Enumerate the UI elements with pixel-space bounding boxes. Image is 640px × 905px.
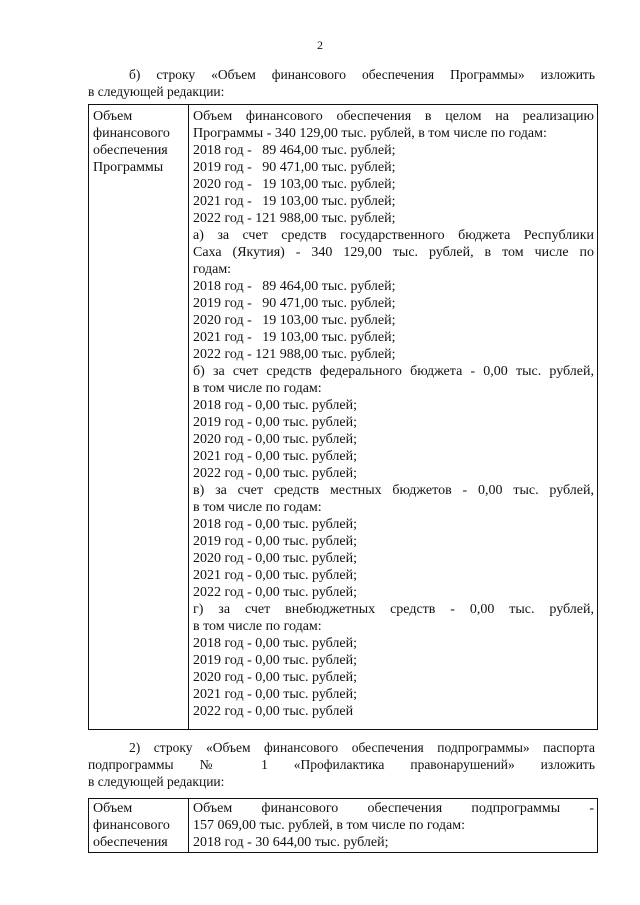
label-line: Объем xyxy=(93,801,133,816)
content-line: 2018 год - 89 464,00 тыс. рублей; xyxy=(193,279,396,294)
content-line: 2018 год - 0,00 тыс. рублей; xyxy=(193,398,358,413)
content-line: 2019 год - 90 471,00 тыс. рублей; xyxy=(193,160,396,175)
content-line: 2021 год - 0,00 тыс. рублей; xyxy=(193,687,358,702)
content-line: Объем финансового обеспечения подпрограммы - xyxy=(193,801,594,816)
content-line: в том числе по годам: xyxy=(193,619,322,634)
content-line: 2020 год - 19 103,00 тыс. рублей; xyxy=(193,313,396,328)
intro-2-line-2: подпрограммы № 1 «Профилактика правонарушений» изложить xyxy=(88,757,595,772)
content-line: 2022 год - 0,00 тыс. рублей xyxy=(193,704,354,719)
row-label-cell xyxy=(89,105,189,730)
label-line: Программы xyxy=(93,160,164,175)
content-line: 2021 год - 0,00 тыс. рублей; xyxy=(193,449,358,464)
content-line: в том числе по годам: xyxy=(193,381,322,396)
row-content-cell xyxy=(189,799,598,853)
content-line: годам: xyxy=(193,262,232,277)
content-line: 2020 год - 0,00 тыс. рублей; xyxy=(193,551,358,566)
label-line: обеспечения xyxy=(93,835,168,850)
content-line: г) за счет внебюджетных средств - 0,00 тыс. рублей, xyxy=(193,602,594,617)
content-line: 2021 год - 0,00 тыс. рублей; xyxy=(193,568,358,583)
label-line: финансового xyxy=(93,818,170,833)
content-line: Объем финансового обеспечения в целом на реализацию xyxy=(193,109,594,124)
intro-b-line-2: в следующей редакции: xyxy=(88,84,225,99)
label-line: обеспечения xyxy=(93,143,168,158)
content-line: 2018 год - 89 464,00 тыс. рублей; xyxy=(193,143,396,158)
subprogram-funding-table xyxy=(88,798,598,853)
content-line: Программы - 340 129,00 тыс. рублей, в том числе по годам: xyxy=(193,126,547,141)
content-line: 2018 год - 0,00 тыс. рублей; xyxy=(193,636,358,651)
program-funding-table xyxy=(88,104,598,730)
content-line: Саха (Якутия) - 340 129,00 тыс. рублей, в том числе по xyxy=(193,245,594,260)
content-line: 2019 год - 0,00 тыс. рублей; xyxy=(193,534,358,549)
content-line: 2022 год - 121 988,00 тыс. рублей; xyxy=(193,347,396,362)
label-line: Объем xyxy=(93,109,133,124)
table-row xyxy=(89,799,598,853)
content-line: 2022 год - 121 988,00 тыс. рублей; xyxy=(193,211,396,226)
content-line: а) за счет средств государственного бюджета Республики xyxy=(193,228,594,243)
intro-2-line-1: 2) строку «Объем финансового обеспечения подпрограммы» паспорта xyxy=(129,740,595,755)
content-line: 157 069,00 тыс. рублей, в том числе по годам: xyxy=(193,818,465,833)
page-number: 2 xyxy=(317,38,323,52)
content-line: в) за счет средств местных бюджетов - 0,00 тыс. рублей, xyxy=(193,483,594,498)
content-line: 2022 год - 0,00 тыс. рублей; xyxy=(193,466,358,481)
content-line: 2020 год - 19 103,00 тыс. рублей; xyxy=(193,177,396,192)
content-line: 2021 год - 19 103,00 тыс. рублей; xyxy=(193,330,396,345)
content-line: б) за счет средств федерального бюджета - 0,00 тыс. рублей, xyxy=(193,364,594,379)
label-line: финансового xyxy=(93,126,170,141)
content-line: 2020 год - 0,00 тыс. рублей; xyxy=(193,432,358,447)
content-line: 2021 год - 19 103,00 тыс. рублей; xyxy=(193,194,396,209)
intro-paragraph-2 xyxy=(88,739,595,790)
intro-paragraph-b xyxy=(88,66,595,100)
content-line: 2020 год - 0,00 тыс. рублей; xyxy=(193,670,358,685)
content-line: 2019 год - 0,00 тыс. рублей; xyxy=(193,415,358,430)
row-label-cell xyxy=(89,799,189,853)
intro-b-line-1: б) строку «Объем финансового обеспечения Программы» изложить xyxy=(129,67,595,82)
content-line: 2018 год - 0,00 тыс. рублей; xyxy=(193,517,358,532)
table-row xyxy=(89,105,598,730)
content-line: 2022 год - 0,00 тыс. рублей; xyxy=(193,585,358,600)
content-line: 2019 год - 90 471,00 тыс. рублей; xyxy=(193,296,396,311)
content-line: 2018 год - 30 644,00 тыс. рублей; xyxy=(193,835,389,850)
row-content-cell xyxy=(189,105,598,730)
content-line: в том числе по годам: xyxy=(193,500,322,515)
intro-2-line-3: в следующей редакции: xyxy=(88,774,225,789)
content-line: 2019 год - 0,00 тыс. рублей; xyxy=(193,653,358,668)
